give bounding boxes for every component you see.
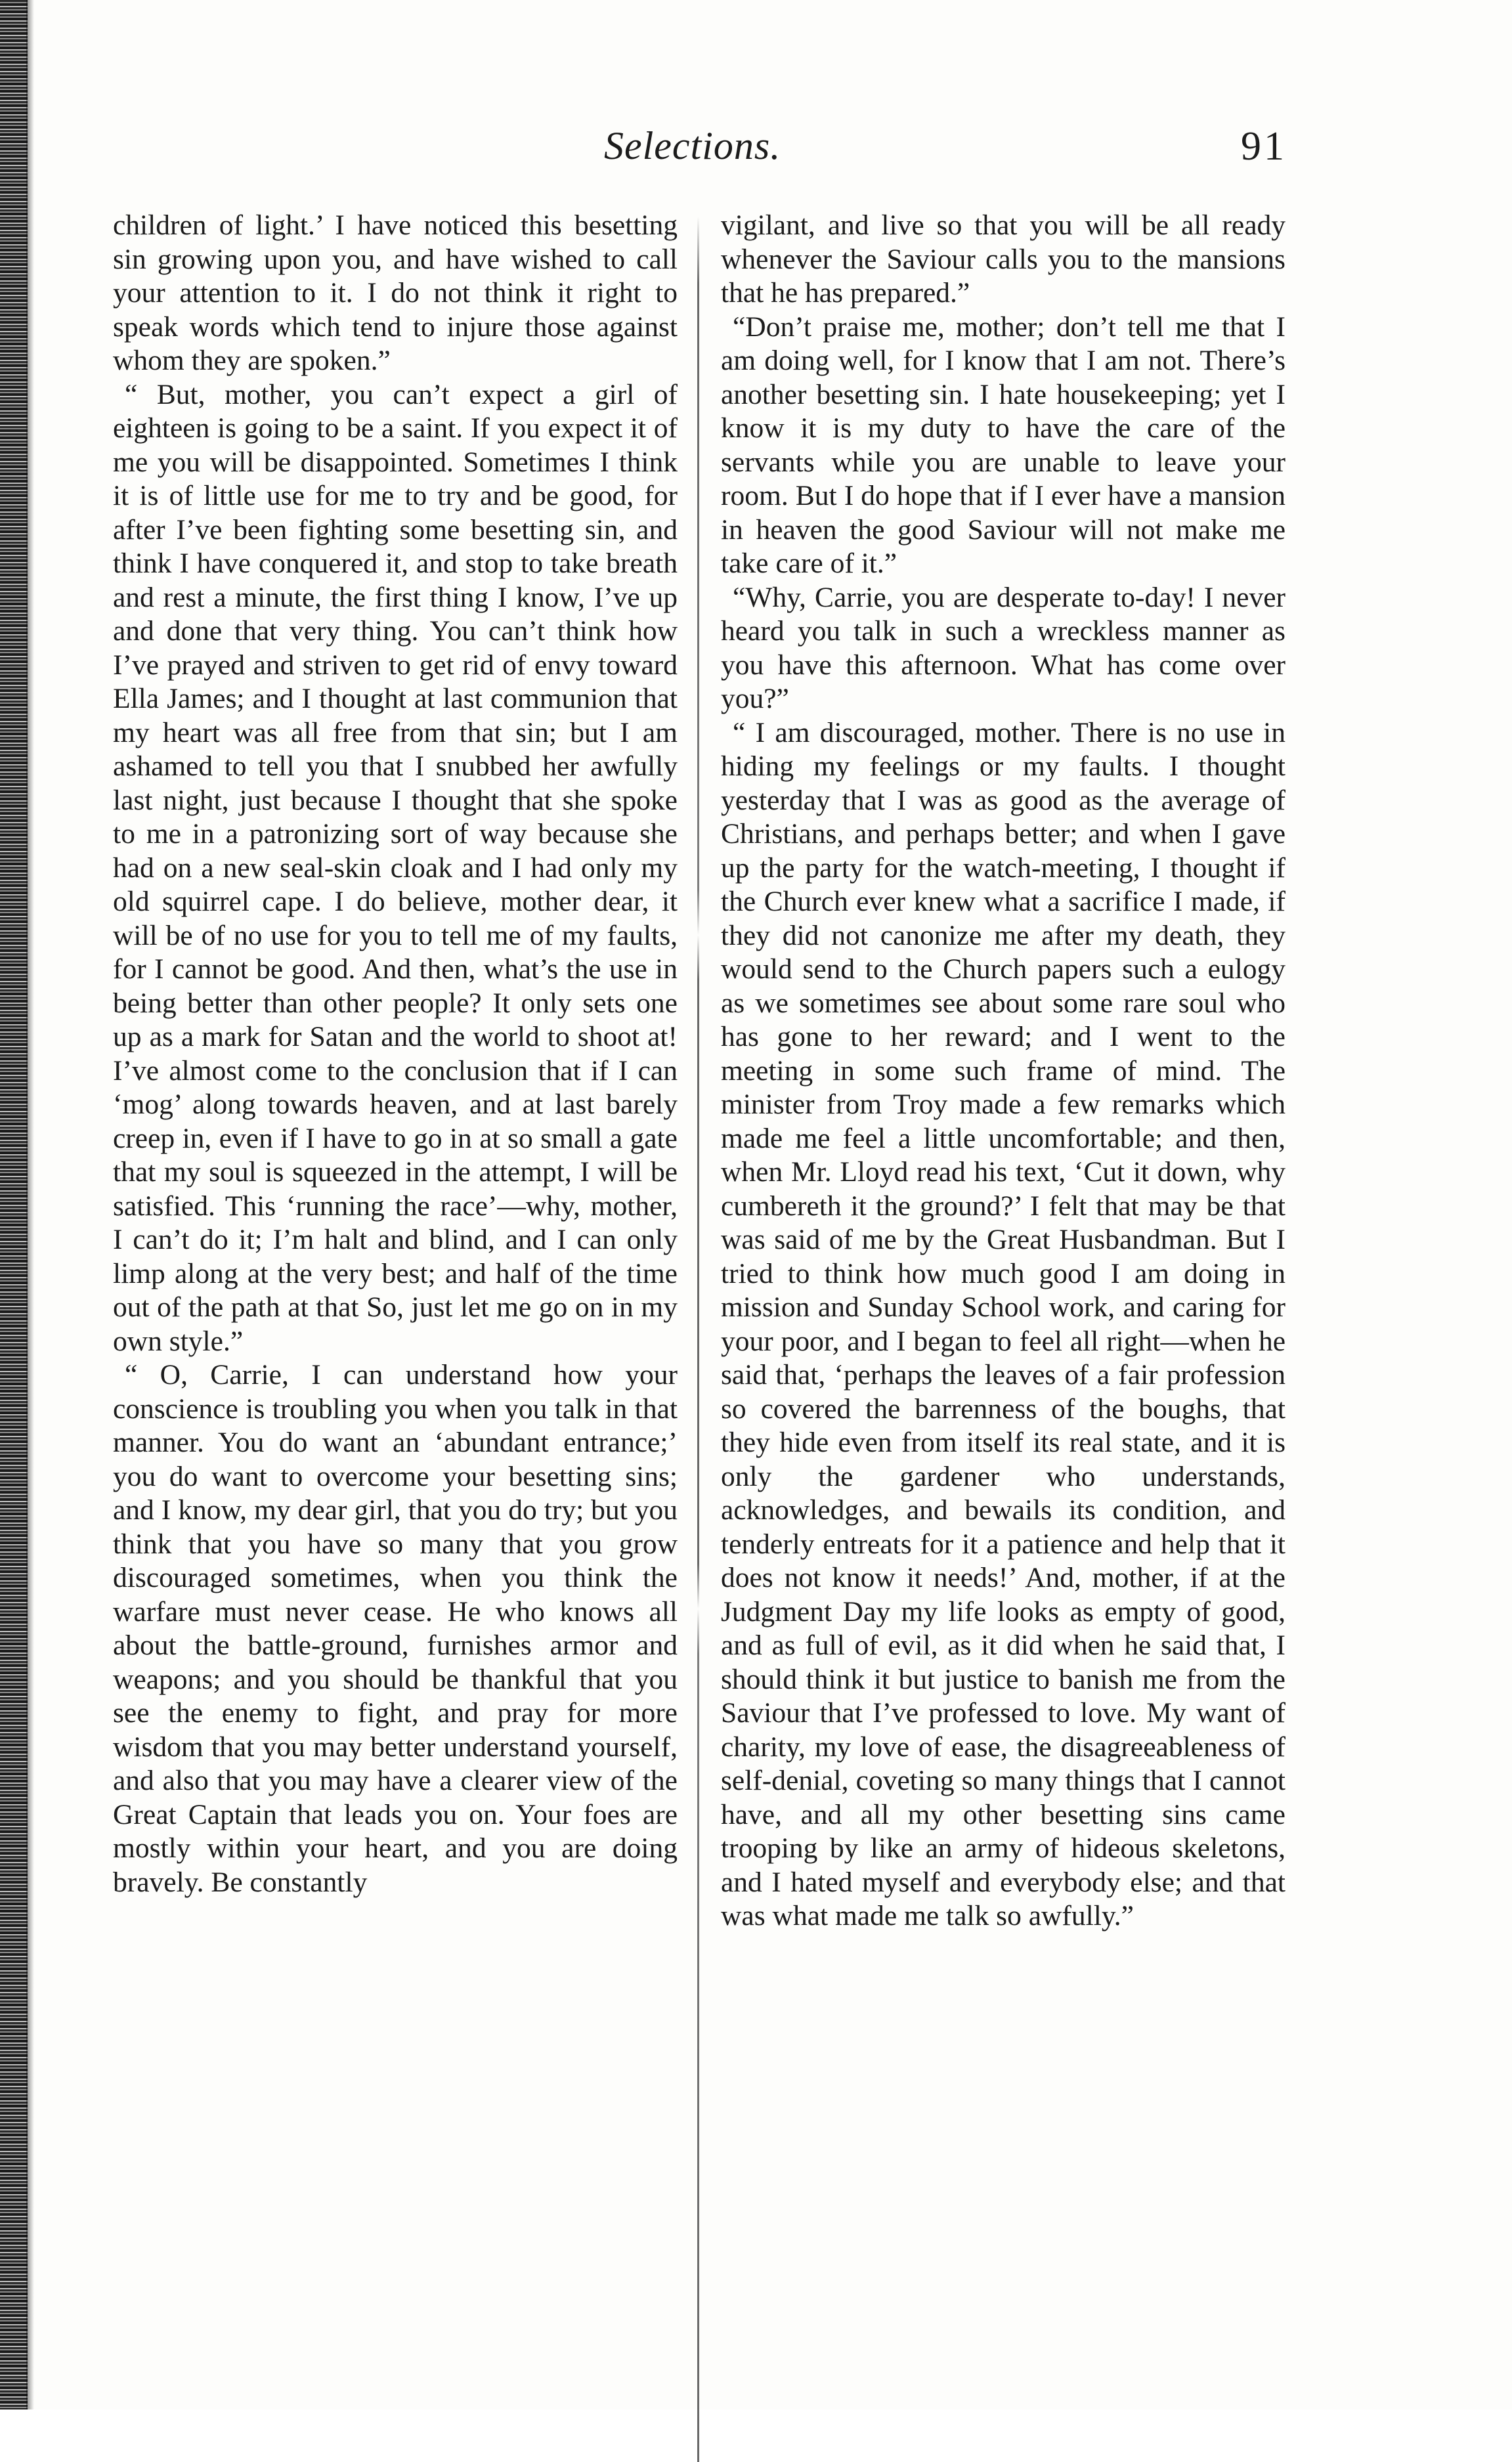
column-divider: [697, 217, 699, 2462]
paragraph: “ I am discouraged, mother. There is no use in hiding my feelings or my faults. I thought yesterday that I was as good as the average of Christians, and perhaps better; and when I gave up the party for the watch-meeting, I thought if the Church ever knew what a sacrifice I made, if they did not canonize me after my death, they would send to the Church papers such a eulogy as we sometimes see about some rare soul who has gone to her reward; and I went to the meeting in some such frame of mind. The minister from Troy made a few remarks which made me feel a little uncomfortable; and then, when Mr. Lloyd read his text, ‘Cut it down, why cumbereth it the ground?’ I felt that may be that was said of me by the Great Husbandman. But I tried to think how much good I am doing in mission and Sunday School work, and caring for your poor, and I began to feel all right—when he said that, ‘perhaps the leaves of a fair profession so covered the barrenness of the boughs, that they hide even from itself its real state, and it is only the gardener who understands, acknowledges, and bewails its condition, and tenderly entreats for it a patience and help that it does not know it needs!’ And, mother, if at the Judgment Day my life looks as empty of good, and as full of evil, as it did when he said that, I should think it but justice to banish me from the Saviour that I’ve professed to love. My want of charity, my love of ease, the disagreeableness of self-denial, coveting so many things that I cannot have, and all my other besetting sins came trooping by like an army of hideous skeletons, and I hated myself and everybody else; and that was what made me talk so awfully.”: [721, 716, 1285, 1932]
right-column: [721, 209, 1285, 1933]
paragraph: vigilant, and live so that you will be all ready whenever the Saviour calls you to the mansions that he has prepared.”: [721, 209, 1285, 309]
running-title: Selections.: [604, 124, 781, 167]
paragraph: “Don’t praise me, mother; don’t tell me that I am doing well, for I know that I am not. There’s another besetting sin. I hate housekeeping; yet I know it is my duty to have the care of the servants while you are unable to leave your room. But I do hope that if I ever have a mansion in heaven the good Saviour will not make me take care of it.”: [721, 311, 1285, 579]
paragraph: “ O, Carrie, I can understand how your conscience is troubling you when you talk in that manner. You do want an ‘abundant entrance;’ you do want to overcome your besetting sins; and I know, my dear girl, that you do try; but you think that you have so many that you grow discouraged sometimes, when you think the warfare must never cease. He who knows all about the battle-ground, furnishes armor and weapons; and you should be thankful that you see the enemy to fight, and pray for more wisdom that you may better understand yourself, and also that you may have a clearer view of the Great Captain that leads you on. Your foes are mostly within your heart, and you are doing bravely. Be constantly: [113, 1359, 678, 1898]
page-number: 91: [1241, 124, 1287, 169]
paragraph: “ But, mother, you can’t expect a girl of eighteen is going to be a saint. If you expect it of me you will be disappointed. Sometimes I think it is of little use for me to try and be good, for after I’ve been fighting some besetting sin, and think I have conquered it, and stop to take breath and rest a minute, the first thing I know, I’ve up and done that very thing. You can’t think how I’ve prayed and striven to get rid of envy toward Ella James; and I thought at last communion that my heart was all free from that sin; but I am ashamed to tell you that I snubbed her awfully last night, just because I thought that she spoke to me in a patronizing sort of way because she had on a new seal-skin cloak and I had only my old squirrel cape. I do believe, mother dear, it will be of no use for you to tell me of my faults, for I cannot be good. And then, what’s the use in being better than other people? It only sets one up as a mark for Satan and the world to shoot at! I’ve almost come to the conclusion that if I can ‘mog’ along towards heaven, and at last barely creep in, even if I have to go in at so small a gate that my soul is squeezed in the attempt, I will be satisfied. This ‘running the race’—why, mother, I can’t do it; I’m halt and blind, and I can only limp along at the very best; and half of the time out of the path at that So, just let me go on in my own style.”: [113, 378, 678, 1357]
running-head: [0, 123, 1512, 176]
left-column: [113, 209, 678, 1899]
page-binding-edge: [0, 0, 28, 2409]
paragraph: “Why, Carrie, you are desperate to-day! I never heard you talk in such a wreckless manner as you have this afternoon. What has come over you?”: [721, 581, 1285, 714]
paragraph: children of light.’ I have noticed this besetting sin growing upon you, and have wished to call your attention to it. I do not think it right to speak words which tend to injure those against whom they are spoken.”: [113, 209, 678, 376]
